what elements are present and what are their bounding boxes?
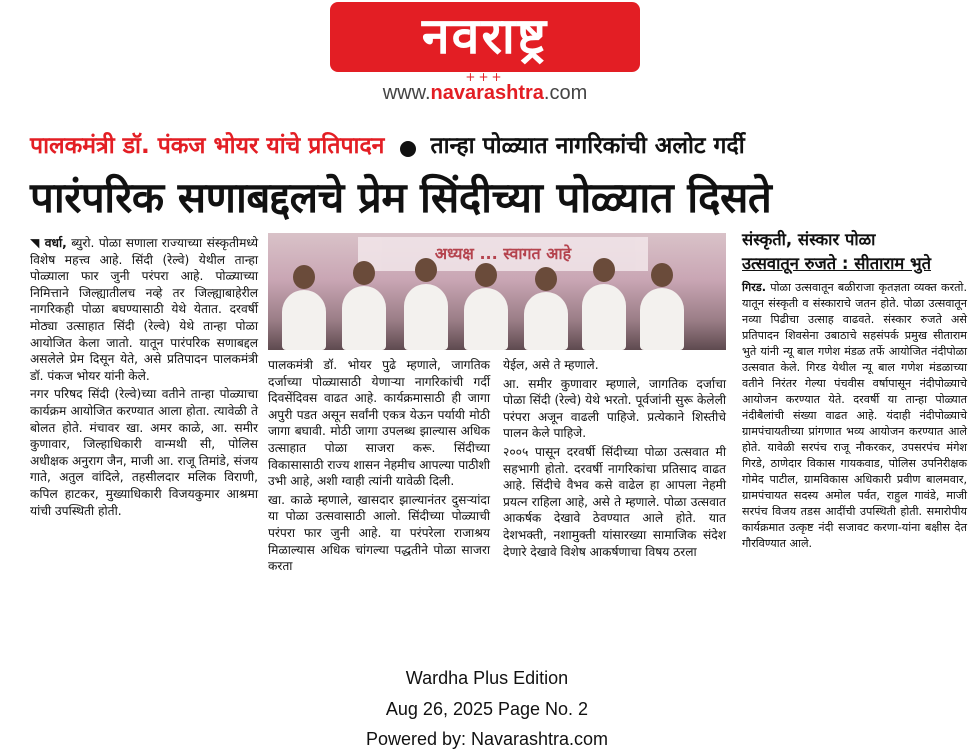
dateline-arrow-icon: ◥	[30, 236, 45, 250]
photo-head	[651, 263, 673, 287]
photo-head	[415, 258, 437, 282]
logo-stars: +++	[465, 70, 505, 84]
article-column-3	[503, 357, 726, 562]
sidebar-headline	[742, 228, 967, 276]
photo-person	[524, 292, 568, 350]
photo-person	[582, 284, 626, 350]
col3-para-1: येईल, असे ते म्हणाले.	[503, 358, 599, 372]
dateline: ◥ वर्धा,	[30, 236, 67, 250]
col1-para-2: नगर परिषद सिंदी (रेल्वे)च्या वतीने तान्हा पोळ्याचा कार्यक्रम आयोजित करण्यात आला होता. त्यावेळी ते बोलत होते. मंचावर खा. अमर काळे, आ. समीर कुणावार, जिल्हाधिकारी वान्मथी सी, पोलिस अधीक्षक अनुराग जैन, माजी आ. राजू तिमांडे, संजय गाते, अतुल वांदिले, तहसीलदार मलिक विराणी, कपिल हाटकर, मुख्याधिकारी विजयकुमार आश्रमा यांची उपस्थिती होती.	[30, 387, 258, 518]
photo-person	[640, 288, 684, 350]
bullet-icon	[400, 141, 416, 157]
sidebar-text: पोळा उत्सवातून बळीराजा कृतज्ञता व्यक्त करतो. यातून संस्कृती व संस्काराचे जतन होते. पोळा उत्सवातून नव्या पिढीचा उत्साह वाढवते. संस्कार रुजते असे प्रतिपादन शिवसेना उबाठाचे सहसंपर्क प्रमुख सीताराम भुते यांनी न्यू बाल गणेश मंडळ तर्फे आयोजित नंदीपोळा उत्सवात केले. गिरड येथील न्यू बाल गणेश मंडळाच्या वतीने निरंतर गेल्या पंचवीस वर्षापासून नंदीपोळ्याचे आयोजन करण्यात येते. दरवर्षी या तान्हा पोळ्यात नंदीबैलांची संख्या वाढत आहे. यंदाही नंदीपोळ्याचे ग्रामपंचायतीच्या प्रांगणात भव्य आयोजन करण्यात आले होते. यावेळी सरपंच राजू नौकरकर, उपसरपंच मंगेश गिरडे, ठाणेदार विकास गायकवाड, पोलिस उपनिरीक्षक गोमेद पाटील, ग्रामविकास अधिकारी प्रवीण बालमवार, ग्रामपंचायत सदस्य अमोल पर्वत, राहुल गावंडे, माजी सरपंच विजय तडस आदींची उपस्थिती होती. समारोपीय कार्यक्रमात उत्कृष्ट नंदी सजावट करणा-यांना बक्षीस देत गौरविण्यात आले.	[742, 281, 967, 550]
url-prefix: www.	[382, 82, 431, 104]
photo-head	[593, 258, 615, 282]
event-photo	[268, 233, 726, 350]
col3-para-2: आ. समीर कुणावार म्हणाले, जागतिक दर्जाचा पोळा सिंदी (रेल्वे) येथे भरतो. पूर्वजांनी सुरू केलेली परंपरा अजून वाढली पाहिजे. प्रत्येकाने शिस्तीचे पालन केले पाहिजे.	[503, 376, 726, 441]
footer-powered-by: Powered by: Navarashtra.com	[365, 729, 609, 749]
headline: पारंपरिक सणाबद्दलचे प्रेम सिंदीच्या पोळ्यात दिसते	[30, 173, 772, 222]
footer-edition: Wardha Plus Edition	[405, 668, 569, 688]
sidebar-headline-line1: संस्कृती, संस्कार पोळा	[742, 230, 876, 249]
kicker-black: तान्हा पोळ्यात नागरिकांची अलोट गर्दी	[430, 133, 745, 159]
article-column-2	[268, 357, 490, 577]
col1-para-1: ब्युरो. पोळा सणाला राज्याच्या संस्कृतीमध्ये विशेष महत्त्व आहे. सिंदी (रेल्वे) येथील तान्हा पोळ्याला फार जुनी परंपरा आहे. पोळ्याच्या निमित्ताने जिल्ह्यातीलच नव्हे तर जिल्ह्याबाहेरील नागरिकही पोळा बघण्यासाठी येथे येतात. दरवर्षी मोठ्या उत्साहात सिंदी (रेल्वे) येथे तान्हा पोळा आयोजित केला जातो. यातून पारंपरिक सणाबद्दल असलेले प्रेम दिसून येते, असे प्रतिपादन पालकमंत्री डॉ. पंकज भोयर यांनी केले.	[30, 236, 259, 383]
photo-head	[293, 265, 315, 289]
photo-person	[404, 284, 448, 350]
photo-head	[353, 261, 375, 285]
url-brand: navarashtra	[430, 82, 544, 104]
photo-banner: अध्यक्ष ... स्वागत आहे	[358, 237, 648, 271]
newspaper-logo: नवराष्ट्र	[330, 2, 640, 72]
col3-para-3: २००५ पासून दरवर्षी सिंदीच्या पोळा उत्सवात मी सहभागी होतो. दरवर्षी नागरिकांचा प्रतिसाद वाढत आहे. सिंदीचे वैभव कसे वाढेल हा आपला नेहमी प्रयत्न राहिला आहे, असे ते म्हणाले. पोळा उत्सवात आकर्षक देखावे ठेवण्यात आले होते. यात देशभक्ती, नशामुक्ती यांसारख्या सामाजिक संदेश देणारे देखावे विशेष आकर्षणाचा विषय ठरला	[503, 444, 726, 559]
photo-person	[464, 288, 508, 350]
kicker-line	[30, 128, 960, 164]
footer-date-page: Aug 26, 2025 Page No. 2	[385, 699, 589, 719]
sidebar-body	[742, 280, 967, 554]
photo-head	[535, 267, 557, 291]
photo-person	[282, 290, 326, 350]
photo-head	[475, 263, 497, 287]
logo-url	[330, 82, 640, 105]
kicker-red: पालकमंत्री डॉ. पंकज भोयर यांचे प्रतिपादन	[30, 133, 385, 159]
col2-para-1: पालकमंत्री डॉ. भोयर पुढे म्हणाले, जागतिक दर्जाच्या पोळ्यासाठी येणाऱ्या नागरिकांची गर्दी दिवसेंदिवस वाढत आहे. कार्यक्रमासाठी ही जागा अपुरी पडत असून सर्वांनी एकत्र येऊन पर्यायी मोठी जागा बघावी. मोठी जागा उपलब्ध झाल्यास अधिक उत्साहात पोळा साजरा करू. सिंदीच्या विकासासाठी राज्य शासन नेहमीच आपल्या पाठीशी उभी आहे, अशी ग्वाही त्यांनी यावेळी दिली.	[268, 358, 490, 489]
photo-person	[342, 286, 386, 350]
col2-para-2: खा. काळे म्हणाले, खासदार झाल्यानंतर दुसऱ्यांदा या पोळा उत्सवासाठी आलो. सिंदीच्या पोळ्याची परंपरा फार जुनी आहे. या परंपरेला राजाश्रय मिळाल्यास अधिक चांगल्या पद्धतीने पोळा साजरा करता	[268, 492, 490, 574]
sidebar-dateline: गिरड.	[742, 281, 767, 294]
article-column-1	[30, 235, 258, 521]
url-suffix: .com	[543, 82, 588, 104]
sidebar-headline-line2: उत्सवातून रुजते : सीताराम भुते	[742, 254, 932, 273]
masthead	[0, 0, 974, 112]
